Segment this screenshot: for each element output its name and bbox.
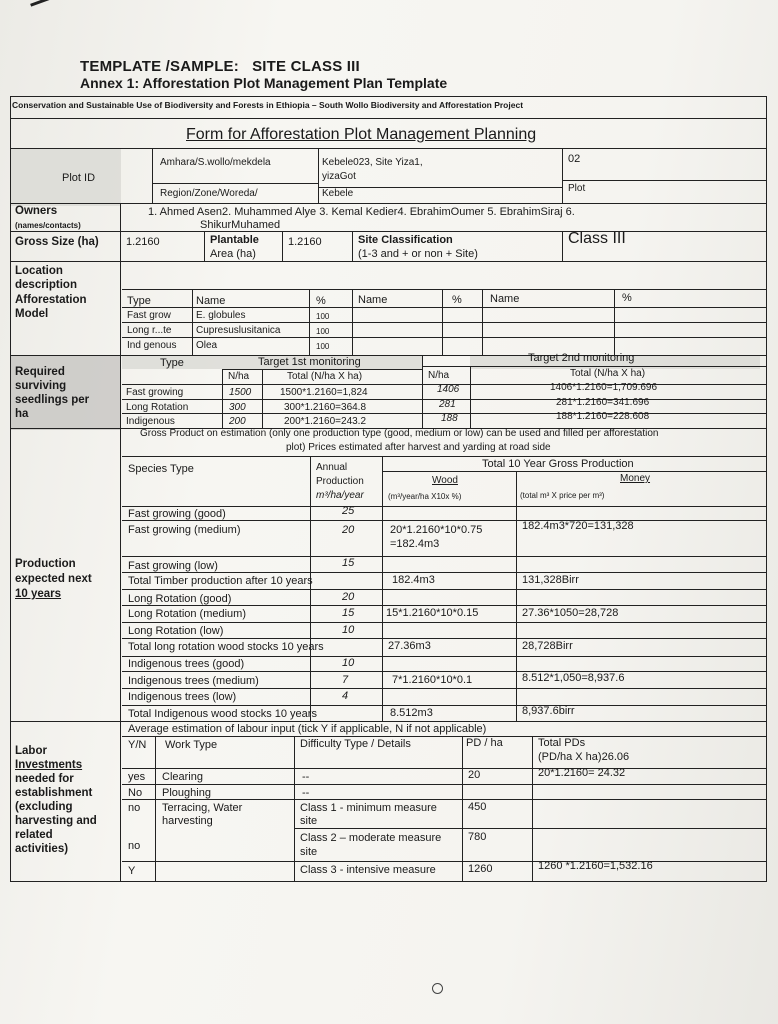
production-row-annual: 10 <box>342 657 355 669</box>
template-label: TEMPLATE /SAMPLE: <box>80 58 239 75</box>
production-row-species: Total Timber production after 10 years <box>128 575 313 587</box>
pen-mark <box>30 0 52 7</box>
labor-label-2: Investments <box>15 759 83 771</box>
target2-total: Total (N/ha X ha) <box>570 368 646 379</box>
production-label-3: 10 years <box>15 588 62 600</box>
seedling-row-total1: 200*1.2160=243.2 <box>284 416 367 427</box>
labor-row-difficulty: -- <box>302 771 310 783</box>
production-row-wood: 15*1.2160*10*0.15 <box>386 607 479 619</box>
production-row-wood: 182.4m3 <box>392 574 435 586</box>
production-row-annual: 20 <box>342 524 355 536</box>
model-col-pct-2: % <box>452 294 462 306</box>
owners-sublabel: (names/contacts) <box>15 221 81 230</box>
production-row-species: Indigenous trees (medium) <box>128 675 259 687</box>
seedling-row-total2: 1406*1.2160=1,709.696 <box>550 382 658 393</box>
production-col-total10: Total 10 Year Gross Production <box>482 458 634 470</box>
production-row-species: Indigenous trees (low) <box>128 691 237 703</box>
labor-note: Average estimation of labour input (tick Y if applicable, N if not applicable) <box>128 723 487 735</box>
production-row-annual: 25 <box>342 505 355 517</box>
labor-col-yn: Y/N <box>128 739 147 751</box>
model-row-name: Olea <box>196 340 218 351</box>
location-label: Location <box>15 265 63 277</box>
production-row-wood-2: =182.4m3 <box>390 538 440 550</box>
seedlings-label-3: seedlings per <box>15 394 90 406</box>
production-row-money: 131,328Birr <box>522 574 579 586</box>
target1-title: Target 1st monitoring <box>258 356 361 368</box>
model-sublabel: Model <box>15 308 49 320</box>
plantable-value: 1.2160 <box>288 236 322 248</box>
form-title: Form for Afforestation Plot Management Planning <box>186 126 537 143</box>
production-row-annual: 20 <box>342 591 355 603</box>
production-col-annual-3: m³/ha/year <box>316 490 364 501</box>
plantable-sublabel: Area (ha) <box>210 248 256 260</box>
plot-id-label: Plot ID <box>62 172 96 184</box>
labor-col-total-2: (PD/ha X ha)26.06 <box>538 751 630 763</box>
labor-row-difficulty: -- <box>302 787 310 799</box>
plot-label: Plot <box>568 183 586 194</box>
labor-label: Labor <box>15 745 47 757</box>
production-row-annual: 15 <box>342 607 355 619</box>
model-col-pct: % <box>316 295 326 307</box>
region-value: Amhara/S.wollo/mekdela <box>160 157 271 168</box>
labor-row-work: Clearing <box>162 771 203 783</box>
seedling-row-n1: 200 <box>229 416 246 427</box>
page-circle-mark <box>432 983 443 994</box>
production-row-species: Total Indigenous wood stocks 10 years <box>128 708 317 720</box>
seedlings-label-2: surviving <box>15 380 67 392</box>
production-col-annual-2: Production <box>316 476 364 487</box>
production-row-wood: 20*1.2160*10*0.75 <box>390 524 483 536</box>
labor-row-work: Ploughing <box>162 787 211 799</box>
owners-label: Owners <box>15 205 58 217</box>
labor-row-total: 20*1.2160= 24.32 <box>538 767 626 779</box>
project-banner: Conservation and Sustainable Use of Biodiversity and Forests in Ethiopia – South Wollo Biodiversity and Afforestation Project <box>12 100 524 110</box>
seedling-row-n1: 1500 <box>229 387 252 398</box>
labor-label-5: (excluding <box>15 801 73 813</box>
labor-row-pd: 1260 <box>468 863 493 875</box>
kebele-label: Kebele <box>322 188 354 199</box>
labor-row-pd: 20 <box>468 769 481 781</box>
seedling-row-total2: 281*1.2160=341.696 <box>556 397 650 408</box>
production-label-2: expected next <box>15 573 92 585</box>
production-note-2: plot) Prices estimated after harvest and yarding at road side <box>286 442 551 453</box>
target1-total: Total (N/ha X ha) <box>287 371 363 382</box>
seedling-row-n2: 281 <box>439 399 456 410</box>
seedling-row-type: Long Rotation <box>126 402 189 413</box>
labor-row-difficulty-2: site <box>300 846 318 858</box>
production-row-money: 182.4m3*720=131,328 <box>522 520 634 532</box>
production-row-wood: 8.512m3 <box>390 707 433 719</box>
production-row-annual: 15 <box>342 557 355 569</box>
model-row-pct: 100 <box>316 312 330 321</box>
site-class-label: Site Classification <box>358 234 453 246</box>
production-row-annual: 10 <box>342 624 355 636</box>
labor-label-8: activities) <box>15 843 69 855</box>
seedlings-label: Required <box>15 366 65 378</box>
production-row-wood: 7*1.2160*10*0.1 <box>392 674 473 686</box>
production-col-money-sub: (total m³ X price per m³) <box>520 491 605 500</box>
location-sublabel: description <box>15 279 77 291</box>
labor-row-yn: Y <box>128 865 136 877</box>
gross-size-label: Gross Size (ha) <box>15 236 99 248</box>
labor-row-difficulty-2: site <box>300 815 318 827</box>
labor-col-work: Work Type <box>165 739 218 751</box>
site-class-sublabel: (1-3 and + or non + Site) <box>358 248 478 260</box>
production-row-money: 27.36*1050=28,728 <box>522 607 619 619</box>
labor-label-7: related <box>15 829 53 841</box>
labor-col-difficulty: Difficulty Type / Details <box>300 738 411 750</box>
model-col-name: Name <box>196 295 226 307</box>
labor-label-4: establishment <box>15 787 93 799</box>
production-col-wood-sub: (m³/year/ha X10x %) <box>388 492 462 501</box>
production-row-species: Fast growing (low) <box>128 560 218 572</box>
model-row-type: Fast grow <box>127 310 171 321</box>
labor-label-6: harvesting and <box>15 815 97 827</box>
seedling-row-n2: 188 <box>441 413 458 424</box>
production-row-species: Long Rotation (medium) <box>128 608 247 620</box>
seedling-row-n1: 300 <box>229 402 246 413</box>
production-row-wood: 27.36m3 <box>388 640 431 652</box>
production-row-species: Fast growing (good) <box>128 508 226 520</box>
target2-title: Target 2nd monitoring <box>528 352 635 364</box>
production-row-species: Total long rotation wood stocks 10 years <box>128 641 324 653</box>
model-row-pct: 100 <box>316 342 330 351</box>
labor-row-yn: no <box>128 840 141 852</box>
site-class-value: Class III <box>568 230 626 247</box>
model-col-name-2: Name <box>358 294 388 306</box>
production-row-annual: 4 <box>342 690 349 702</box>
labor-row-pd: 450 <box>468 801 487 813</box>
owners-list-2: ShikurMuhamed <box>200 219 281 231</box>
plantable-label: Plantable <box>210 234 259 246</box>
labor-row-difficulty: Class 3 - intensive measure <box>300 864 436 876</box>
production-row-species: Fast growing (medium) <box>128 524 241 536</box>
labor-row-yn: yes <box>128 771 146 783</box>
model-row-pct: 100 <box>316 327 330 336</box>
target2-nha: N/ha <box>428 370 450 381</box>
model-row-type: Ind genous <box>127 340 177 351</box>
site-class-heading: SITE CLASS III <box>252 58 360 75</box>
owners-list: 1. Ahmed Asen2. Muhammed Alye 3. Kemal Kedier4. EbrahimOumer 5. EbrahimSiraj 6. <box>148 206 575 218</box>
kebele-value: Kebele023, Site Yiza1, <box>322 157 423 168</box>
production-col-species: Species Type <box>128 463 194 475</box>
model-row-type: Long r...te <box>127 325 172 336</box>
target1-nha: N/ha <box>228 371 250 382</box>
labor-row-pd: 780 <box>468 831 487 843</box>
template-heading <box>80 58 360 75</box>
labor-row-work-2: harvesting <box>162 815 213 827</box>
production-col-annual: Annual <box>316 462 348 473</box>
kebele-value-2: yizaGot <box>322 171 356 182</box>
region-label: Region/Zone/Woreda/ <box>160 188 258 199</box>
rule <box>10 118 767 119</box>
production-row-species: Long Rotation (good) <box>128 593 232 605</box>
production-row-species: Indigenous trees (good) <box>128 658 245 670</box>
labor-row-difficulty: Class 1 - minimum measure <box>300 802 437 814</box>
labor-row-yn: No <box>128 787 143 799</box>
model-row-name: E. globules <box>196 310 246 321</box>
production-row-annual: 7 <box>342 674 349 686</box>
production-label: Production <box>15 558 76 570</box>
production-col-money: Money <box>620 473 651 484</box>
production-row-money: 8,937.6birr <box>522 705 575 717</box>
model-row-name: Cupresuslusitanica <box>196 325 281 336</box>
seedling-row-n2: 1406 <box>437 384 460 395</box>
seedling-row-total2: 188*1.2160=228.608 <box>556 411 650 422</box>
labor-label-3: needed for <box>15 773 74 785</box>
labor-col-pd: PD / ha <box>466 737 503 749</box>
production-col-wood: Wood <box>432 475 458 486</box>
production-row-money: 28,728Birr <box>522 640 573 652</box>
seedling-row-type: Indigenous <box>126 416 175 427</box>
seedlings-col-type: Type <box>160 357 184 369</box>
production-note: Gross Product on estimation (only one production type (good, medium or low) can be used and filled per afforestation <box>140 428 659 439</box>
labor-row-total: 1260 *1.2160=1,532.16 <box>538 860 653 872</box>
labor-row-yn: no <box>128 802 141 814</box>
production-row-money: 8.512*1,050=8,937.6 <box>522 672 625 684</box>
seedling-row-total1: 300*1.2160=364.8 <box>284 402 367 413</box>
production-row-species: Long Rotation (low) <box>128 625 224 637</box>
model-col-type: Type <box>127 295 151 307</box>
labor-row-difficulty: Class 2 – moderate measure <box>300 832 442 844</box>
seedling-row-total1: 1500*1.2160=1,824 <box>280 387 368 398</box>
seedling-row-type: Fast growing <box>126 387 184 398</box>
model-label: Afforestation <box>15 294 87 306</box>
gross-size-value: 1.2160 <box>126 236 160 248</box>
plot-value: 02 <box>568 153 581 165</box>
annex-title: Annex 1: Afforestation Plot Management Plan Template <box>80 75 448 91</box>
model-col-name-3: Name <box>490 293 520 305</box>
seedlings-label-4: ha <box>15 408 29 420</box>
model-col-pct-3: % <box>622 292 632 304</box>
labor-row-work: Terracing, Water <box>162 802 243 814</box>
labor-col-total: Total PDs <box>538 737 586 749</box>
